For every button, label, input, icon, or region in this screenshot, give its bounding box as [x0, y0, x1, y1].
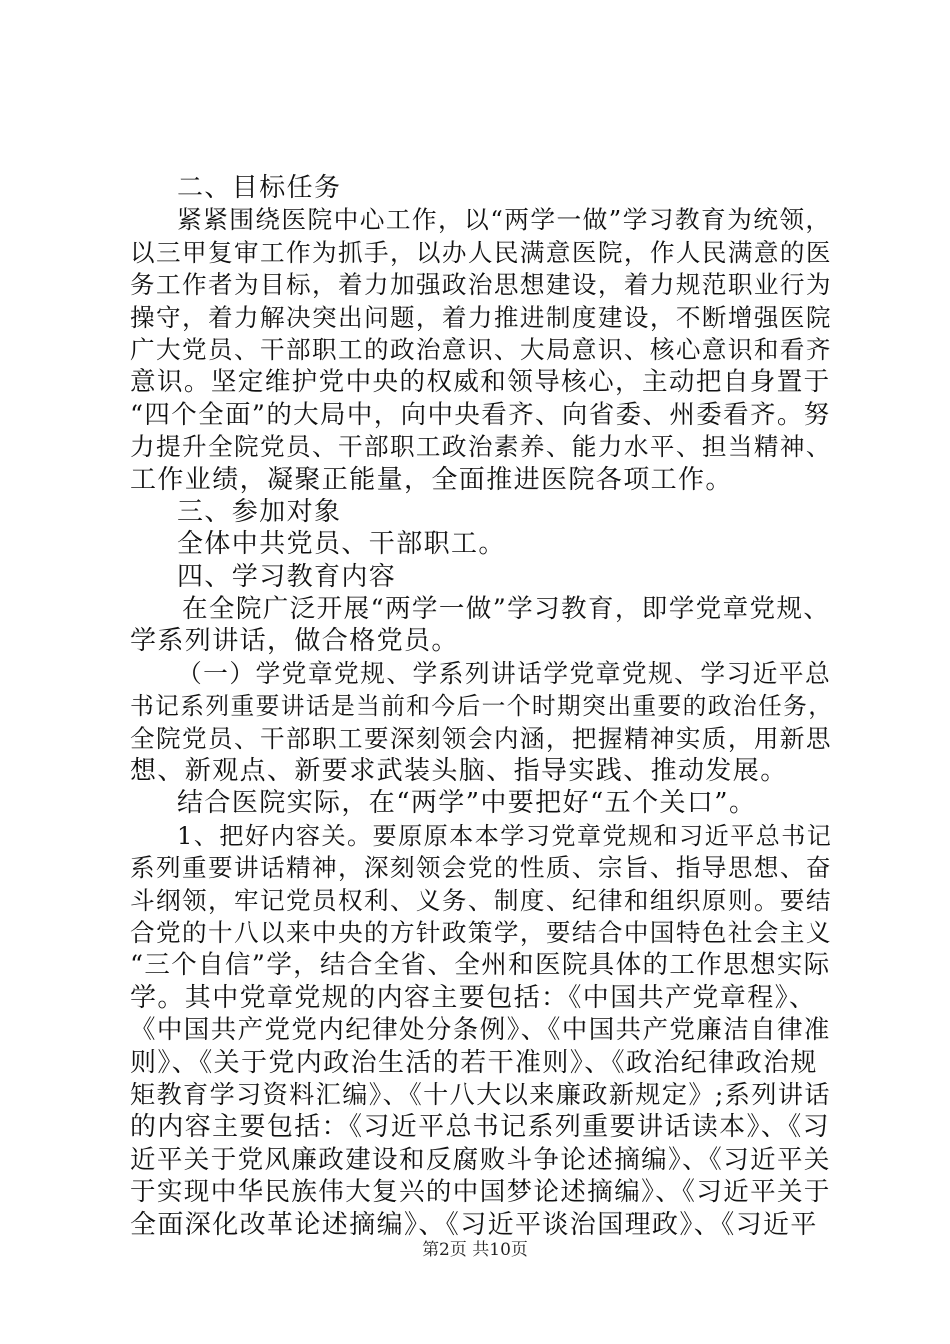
text-line: 力提升全院党员、干部职工政治素养、能力水平、担当精神、: [130, 432, 832, 462]
text-line: 则》、《关于党内政治生活的若干准则》、《政治纪律政治规: [130, 1047, 818, 1078]
text-line: 《中国共产党党内纪律处分条例》、《中国共产党廉洁自律准: [130, 1015, 831, 1046]
text-line: 近平关于党风廉政建设和反腐败斗争论述摘编》、《习近平关: [130, 1144, 831, 1175]
text-line: 的内容主要包括：《习近平总书记系列重要讲话读本》、《习: [130, 1112, 831, 1143]
text-line: 书记系列重要讲话是当前和今后一个时期突出重要的政治任务，: [130, 692, 834, 721]
text-line: 学。其中党章党规的内容主要包括：《中国共产党章程》、: [130, 982, 817, 1013]
text-line: 全体中共党员、干部职工。: [177, 529, 506, 560]
text-line: 斗纲领，牢记党员权利、义务、制度、纪律和组织原则。要结: [130, 885, 832, 915]
text-line: 全院党员、干部职工要深刻领会内涵，把握精神实质，用新思: [130, 723, 832, 753]
text-line: 学系列讲话，做合格党员。: [130, 626, 459, 657]
text-line: 全面深化改革论述摘编》、《习近平谈治国理政》、《习近平: [130, 1209, 818, 1240]
document-body: [130, 172, 834, 1241]
text-line: 系列重要讲话精神，深刻领会党的性质、宗旨、指导思想、奋: [130, 853, 832, 883]
text-line: “三个自信”学，结合全省、全州和医院具体的工作思想实际: [130, 950, 831, 981]
text-line: 结合医院实际，在“两学”中要把好“五个关口”。: [177, 788, 757, 819]
text-line: 三、参加对象: [177, 496, 342, 527]
text-line: 广大党员、干部职工的政治意识、大局意识、核心意识和看齐: [130, 334, 832, 364]
text-line: 于实现中华民族伟大复兴的中国梦论述摘编》、《习近平关于: [130, 1177, 831, 1208]
text-line: 矩教育学习资料汇编》、《十八大以来廉政新规定》;系列讲话: [130, 1079, 831, 1109]
text-line: 二、目标任务: [177, 173, 342, 203]
text-line: 在全院广泛开展“两学一做”学习教育，即学党章党规、: [182, 594, 831, 625]
text-line: 务工作者为目标，着力加强政治思想建设，着力规范职业行为: [130, 270, 832, 300]
text-line: （一）学党章党规、学系列讲话学党章党规、学习近平总: [177, 658, 832, 688]
text-line: 以三甲复审工作为抓手，以办人民满意医院，作人民满意的医: [130, 237, 832, 267]
text-line: “四个全面”的大局中，向中央看齐、向省委、州委看齐。努: [130, 399, 831, 430]
text-line: 操守，着力解决突出问题，着力推进制度建设，不断增强医院: [130, 302, 832, 332]
text-line: 意识。坚定维护党中央的权威和领导核心，主动把自身置于: [130, 367, 831, 398]
text-line: 工作业绩，凝聚正能量，全面推进医院各项工作。: [130, 464, 733, 495]
text-line: 1、把好内容关。要原原本本学习党章党规和习近平总书记: [177, 821, 833, 850]
text-line: 四、学习教育内容: [177, 561, 397, 592]
text-line: 合党的十八以来中央的方针政策学，要结合中国特色社会主义: [130, 917, 832, 947]
page-footer: 第2页 共10页: [422, 1240, 528, 1260]
text-line: 想、新观点、新要求武装头脑、指导实践、推动发展。: [130, 756, 788, 787]
text-line: 紧紧围绕医院中心工作，以“两学一做”学习教育为统领，: [177, 205, 832, 235]
